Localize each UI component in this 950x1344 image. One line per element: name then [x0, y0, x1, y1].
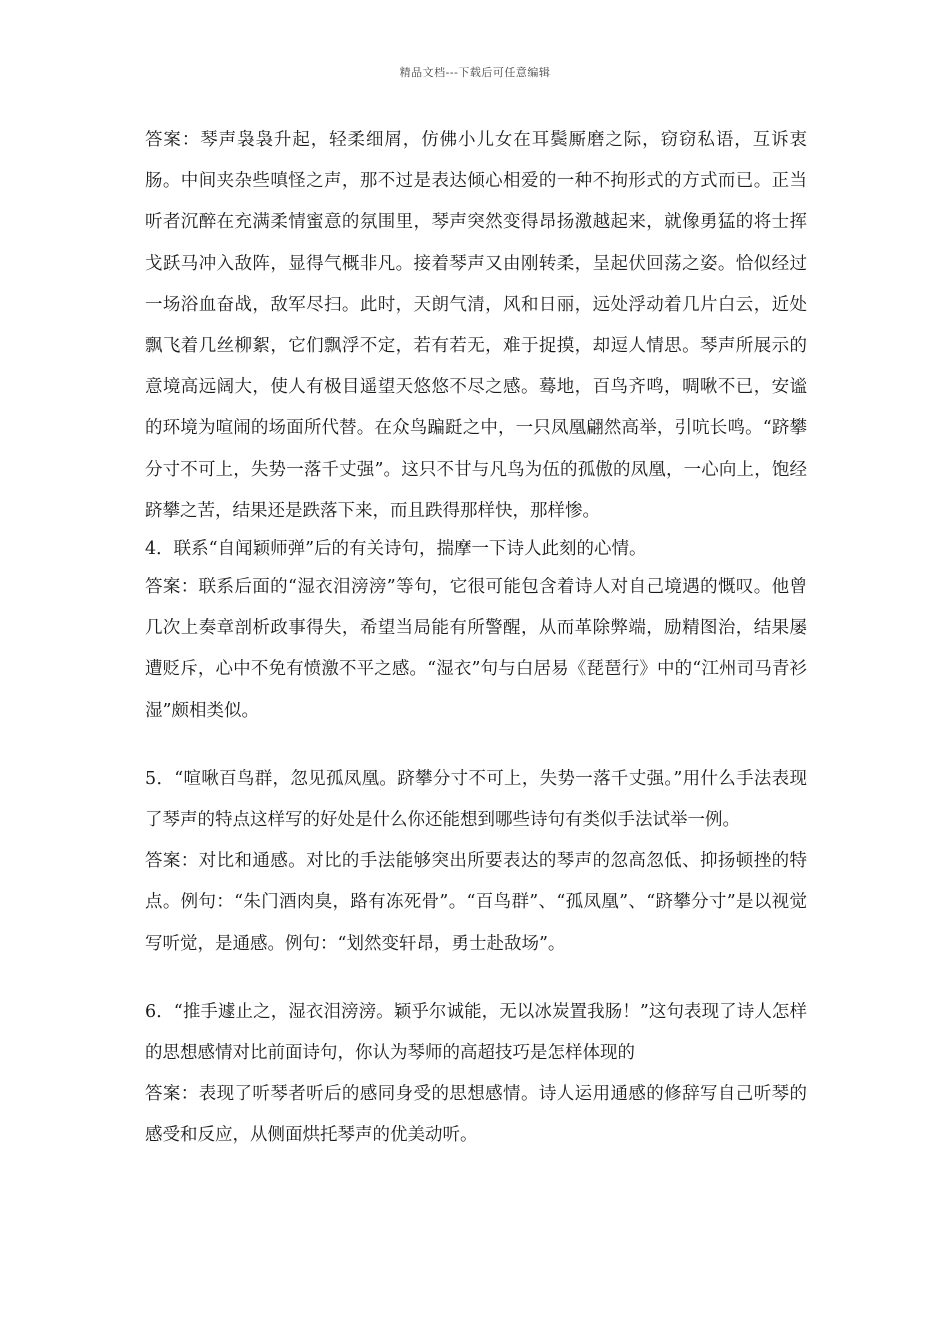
question-paragraph: 4．联系“自闻颖师弹”后的有关诗句，揣摩一下诗人此刻的心情。: [145, 539, 647, 560]
answer-paragraph: 答案：表现了听琴者听后的感同身受的思想感情。诗人运用通感的修辞写自己听琴的感受和反应，从侧面烘托琴声的优美动听。: [145, 1084, 807, 1146]
answer-paragraph: 答案：琴声袅袅升起，轻柔细屑，仿佛小儿女在耳鬓厮磨之际，窃窃私语，互诉衷肠。中间夹杂些嗔怪之声，那不过是表达倾心相爱的一种不拘形式的方式而已。正当听者沉醉在充满柔情蜜意的氛围里，琴声突然变得昂扬激越起来，就像勇猛的将士挥戈跃马冲入敌阵，显得气概非凡。接着琴声又由刚转柔，呈起伏回荡之姿。恰似经过一场浴血奋战，敌军尽扫。此时，天朗气清，风和日丽，远处浮动着几片白云，近处飘飞着几丝柳絮，它们飘浮不定，若有若无，难于捉摸，却逗人情思。琴声所展示的意境高远阔大，使人有极目遥望天悠悠不尽之感。蓦地，百鸟齐鸣，啁啾不已，安谧的环境为喧闹的场面所代替。在众鸟蹁跹之中，一只凤凰翩然高举，引吭长鸣。“跻攀分寸不可上，失势一落千丈强”。这只不甘与凡鸟为伍的孤傲的凤凰，一心向上，饱经跻攀之苦，结果还是跌落下来，而且跌得那样快，那样惨。: [145, 130, 807, 521]
document-body: [145, 120, 807, 1157]
answer-paragraph: 答案：联系后面的“湿衣泪滂滂”等句，它很可能包含着诗人对自己境遇的慨叹。他曾几次上奏章剖析政事得失，希望当局能有所警醒，从而革除弊端，励精图治，结果屡遭贬斥，心中不免有愤激不平之感。“湿衣”句与白居易《琵琶行》中的“江州司马青衫湿”颇相类似。: [145, 577, 807, 721]
paragraph-gap: [145, 732, 807, 759]
page-header: 精品文档---下载后可任意编辑: [399, 66, 551, 79]
question-paragraph: 6．“推手遽止之，湿衣泪滂滂。颖乎尔诚能，无以冰炭置我肠！”这句表现了诗人怎样的思想感情对比前面诗句，你认为琴师的高超技巧是怎样体现的: [145, 1001, 807, 1064]
paragraph-gap: [145, 965, 807, 992]
question-paragraph: 5．“喧啾百鸟群，忽见孤凤凰。跻攀分寸不可上，失势一落千丈强。”用什么手法表现了琴声的特点这样写的好处是什么你还能想到哪些诗句有类似手法试举一例。: [145, 768, 807, 831]
answer-paragraph: 答案：对比和通感。对比的手法能够突出所要表达的琴声的忽高忽低、抑扬顿挫的特点。例句：“朱门酒肉臭，路有冻死骨”。“百鸟群”、“孤凤凰”、“跻攀分寸”是以视觉写听觉，是通感。例句：“划然变轩昂，勇士赴敌场”。: [145, 851, 807, 954]
